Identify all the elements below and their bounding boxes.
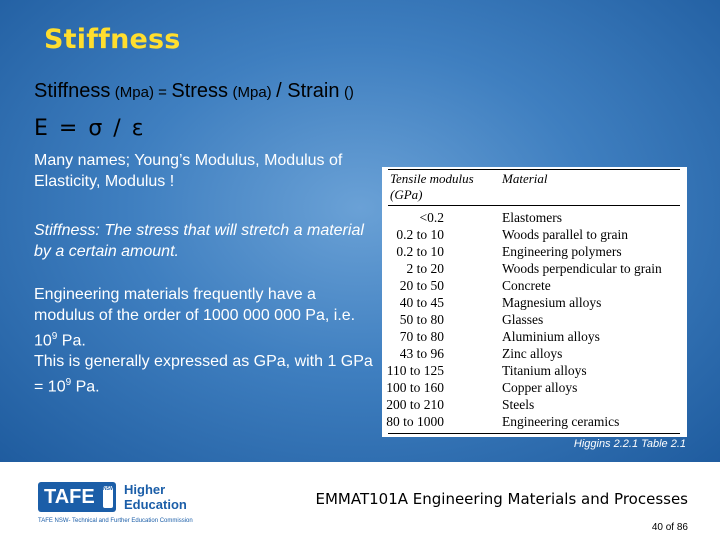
row-modulus-value: 2 to 20 [406,260,444,276]
table-row [382,328,687,345]
definition-paragraph: Stiffness: The stress that will stretch a material by a certain amount. [34,222,364,260]
table-header-material: Material [502,171,548,186]
row-material: Zinc alloys [502,345,563,361]
table-top-rule [388,169,680,170]
higher-line-2: Education [124,497,187,512]
higher-line-1: Higher [124,482,166,497]
table-row [382,345,687,362]
row-material: Concrete [502,277,551,293]
row-modulus-value: 110 to 125 [386,362,444,378]
units-text-1: Engineering materials frequently have a modulus of the order of 1000 000 000 Pa, i.e. 10 [34,286,356,350]
nsw-tag: NSW [103,486,113,508]
tafe-badge [38,482,116,512]
table-row [382,311,687,328]
row-modulus-value: 40 to 45 [399,294,444,310]
table-row [382,413,687,430]
units-text-1b: Pa. [57,332,86,350]
tafe-logo-text: TAFE [44,486,95,508]
row-material: Glasses [502,311,544,327]
page-number: 40 of 86 [651,522,688,533]
table-header-rule [388,205,680,206]
formula-word-strain: / Strain [276,80,340,102]
row-modulus-value: 200 to 210 [386,396,444,412]
row-material: Engineering ceramics [502,413,620,429]
row-material: Titanium alloys [502,362,587,378]
row-modulus-value: 50 to 80 [399,311,444,327]
formula-line [34,80,354,103]
row-modulus-value: 0.2 to 10 [396,243,444,259]
row-modulus-value: 80 to 1000 [386,413,444,429]
table-row [382,379,687,396]
table-row [382,362,687,379]
row-modulus-value: 0.2 to 10 [396,226,444,242]
formula-unit-3: () [343,84,354,101]
row-material: Engineering polymers [502,243,622,259]
row-modulus-value: <0.2 [419,209,444,225]
table-header-value: Tensile modulus (GPa) [390,171,474,202]
footer-commission-text: TAFE NSW- Technical and Further Education Commission [38,518,193,524]
row-material: Woods parallel to grain [502,226,629,242]
higher-education-label [124,482,187,512]
table-caption: Higgins 2.2.1 Table 2.1 [573,438,686,450]
formula-word-stress: Stress [171,80,229,102]
table-row [382,294,687,311]
names-paragraph: Many names; Young’s Modulus, Modulus of Elasticity, Modulus ! [34,152,343,190]
row-material: Elastomers [502,209,562,225]
modulus-table [382,167,687,437]
slide-title: Stiffness [44,24,181,55]
modulus-equation: E = σ / ε [34,116,146,141]
units-exp-1: 9 [51,331,58,342]
table-rows [382,209,687,430]
units-text-2: This is generally expressed as GPa, with 1 GPa = 10 [34,353,373,396]
formula-unit-2: (Mpa) [232,84,272,101]
row-modulus-value: 70 to 80 [399,328,444,344]
units-text-2b: Pa. [71,378,100,396]
table-row [382,260,687,277]
row-material: Aluminium alloys [502,328,600,344]
row-modulus-value: 100 to 160 [386,379,444,395]
units-paragraph [34,284,374,398]
table-bottom-rule [388,433,680,434]
row-material: Magnesium alloys [502,294,602,310]
course-title: EMMAT101A Engineering Materials and Processes [315,490,688,508]
units-exp-2: 9 [65,377,72,389]
table-row [382,243,687,260]
row-material: Copper alloys [502,379,578,395]
table-row [382,396,687,413]
tafe-logo [38,482,198,512]
row-modulus-value: 43 to 96 [399,345,444,361]
table-row [382,277,687,294]
row-modulus-value: 20 to 50 [399,277,444,293]
row-material: Steels [502,396,535,412]
row-material: Woods perpendicular to grain [502,260,662,276]
table-row [382,209,687,226]
formula-word-stiffness: Stiffness [34,80,111,102]
table-row [382,226,687,243]
formula-unit-1: (Mpa) = [114,84,167,101]
